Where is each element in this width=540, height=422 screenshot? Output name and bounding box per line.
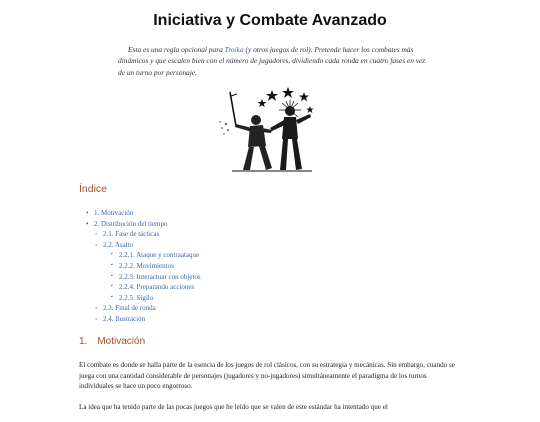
toc-link-2-2-4[interactable]: 2.2.4. Preparando acciones: [119, 283, 195, 292]
toc-item-preparando: [111, 282, 201, 293]
body-paragraph: La idea que ha tenido parte de las pocas juegos que he leído que se valen de este estándar ha intentado que el: [79, 402, 388, 411]
toc-heading: Índice: [79, 183, 108, 195]
toc-item-distribucion: [79, 219, 201, 325]
section-number: 1.: [79, 336, 88, 347]
abstract-text-end: (y otros juegos de rol). Pretende hacer los combates más dinámicos y que escalen bien con el número de jugadores, dividiendo cada ronda en cuatro fases en vez de un turno por personaje.: [118, 45, 426, 77]
page-title: Iniciativa y Combate Avanzado: [153, 12, 387, 29]
toc-link-2-2-5[interactable]: 2.2.5. Sigilo: [119, 293, 154, 302]
toc-item-motivacion: [79, 208, 201, 219]
abstract: [118, 44, 428, 78]
toc-item-movimientos: [111, 261, 201, 272]
toc-link-2-1[interactable]: 2.1. Fase de tácticas: [103, 230, 160, 239]
abstract-text-start: Esta es una regla opcional para: [128, 45, 225, 54]
toc-link-2-4[interactable]: 2.4. Ilustración: [103, 314, 146, 323]
section-heading-motivacion: [79, 336, 145, 347]
toc-item-sigilo: [111, 293, 201, 304]
woodcut-duel-illustration: [212, 84, 318, 174]
toc-link-2-2-2[interactable]: 2.2.2. Movimientos: [119, 261, 174, 270]
troika-link[interactable]: Troika: [224, 45, 244, 54]
toc-link-2-2-1[interactable]: 2.2.1. Ataque y contraataque: [119, 251, 200, 260]
section-title: Motivación: [97, 336, 146, 347]
toc-link-2[interactable]: 2. Distribución del tiempo: [94, 219, 168, 228]
toc-link-1[interactable]: 1. Motivación: [94, 209, 134, 217]
toc-item-interactuar: [111, 272, 201, 283]
toc-item-ilustracion: [95, 314, 201, 325]
toc-item-ataque: [111, 250, 201, 261]
table-of-contents: [79, 208, 201, 325]
toc-link-2-2[interactable]: 2.2. Asalto: [103, 240, 134, 249]
toc-link-2-2-3[interactable]: 2.2.3. Interactuar con objetos: [119, 272, 201, 281]
abstract-paragraph: [118, 44, 428, 78]
section-body: [79, 360, 459, 422]
toc-item-asalto: [95, 240, 201, 304]
toc-link-2-3[interactable]: 2.3. Final de ronda: [103, 304, 156, 313]
toc-item-fase-tacticas: [95, 229, 201, 240]
toc-item-final-ronda: [95, 303, 201, 314]
body-paragraph: El combate es donde se halla parte de la esencia de los juegos de rol clásicos, con su estrategia y mecánicas. Sin embargo, cuando se juega con una cantidad considerable de personajes (jugadores y no-jugadores) simultáneamente el paradigma de los turnos individuales se hace un poco engorroso.: [79, 361, 455, 391]
